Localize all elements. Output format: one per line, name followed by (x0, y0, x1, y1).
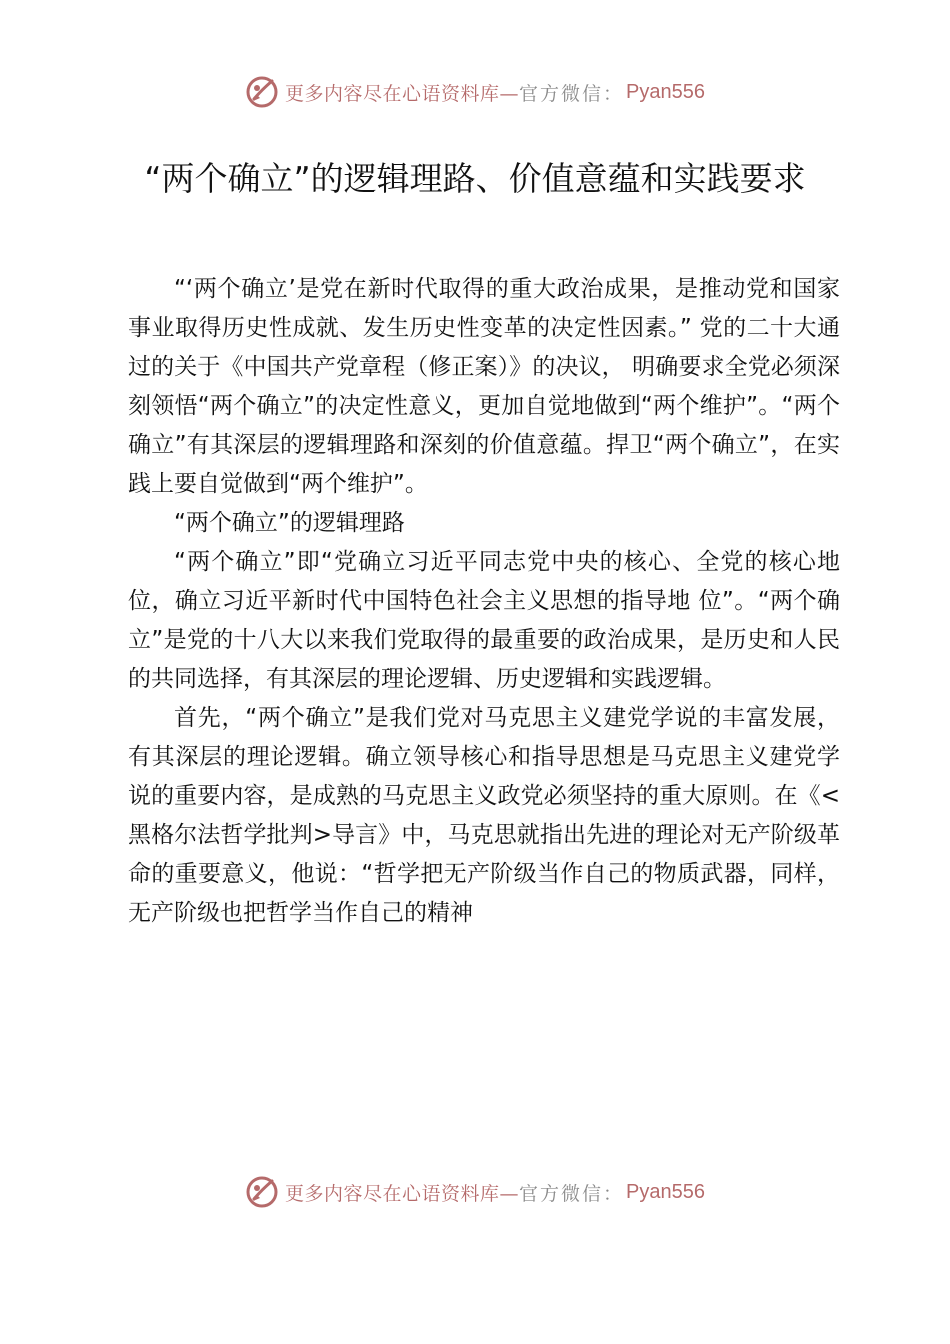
brush-logo-icon (245, 1175, 279, 1209)
footer-contact-label: 官方微信： (519, 1182, 625, 1205)
paragraph-definition: “两个确立”即“党确立习近平同志党中央的核心、全党的核心地位，确立习近平新时代中国特色社会主义思想的指导地 位”。“两个确立”是党的十八大以来我们党取得的最重要的政治成果，是历史和人民的共同选择，有其深层的理论逻辑、历史逻辑和实践逻辑。 (128, 549, 840, 692)
section-heading: “两个确立”的逻辑理路 (174, 510, 405, 536)
footer-banner (0, 1172, 950, 1212)
header-contact-id: Pyan556 (626, 80, 705, 103)
header-slogan: 更多内容尽在心语资料库— (285, 82, 520, 105)
document-body (128, 270, 840, 933)
paragraph-theory: 首先，“两个确立”是我们党对马克思主义建党学说的丰富发展，有其深层的理论逻辑。确立领导核心和指导思想是马克思主义建党学说的重要内容，是成熟的马克思主义政党必须坚持的重大原则。在《<黑格尔法哲学批判>导言》中，马克思就指出先进的理论对无产阶级革命的重要意义，他说：“哲学把无产阶级当作自己的物质武器，同样，无产阶级也把哲学当作自己的精神 (128, 705, 840, 926)
header-banner (0, 72, 950, 112)
brush-logo-icon (245, 75, 279, 109)
footer-slogan: 更多内容尽在心语资料库— (285, 1182, 520, 1205)
paragraph-intro: “‘两个确立’是党在新时代取得的重大政治成果，是推动党和国家事业取得历史性成就、发生历史性变革的决定性因素。” 党的二十大通过的关于《中国共产党章程（修正案）》的决议， 明确要求全党必须深刻领悟“两个确立”的决定性意义，更加自觉地做到“两个维护”。“两个确立”有其深层的逻辑理路和深刻的价值意蕴。捍卫“两个确立”，在实践上要自觉做到“两个维护”。 (128, 276, 840, 497)
document-title: “两个确立”的逻辑理路、价值意蕴和实践要求 (144, 159, 806, 198)
header-contact-label: 官方微信： (519, 82, 625, 105)
footer-contact-id: Pyan556 (626, 1180, 705, 1203)
